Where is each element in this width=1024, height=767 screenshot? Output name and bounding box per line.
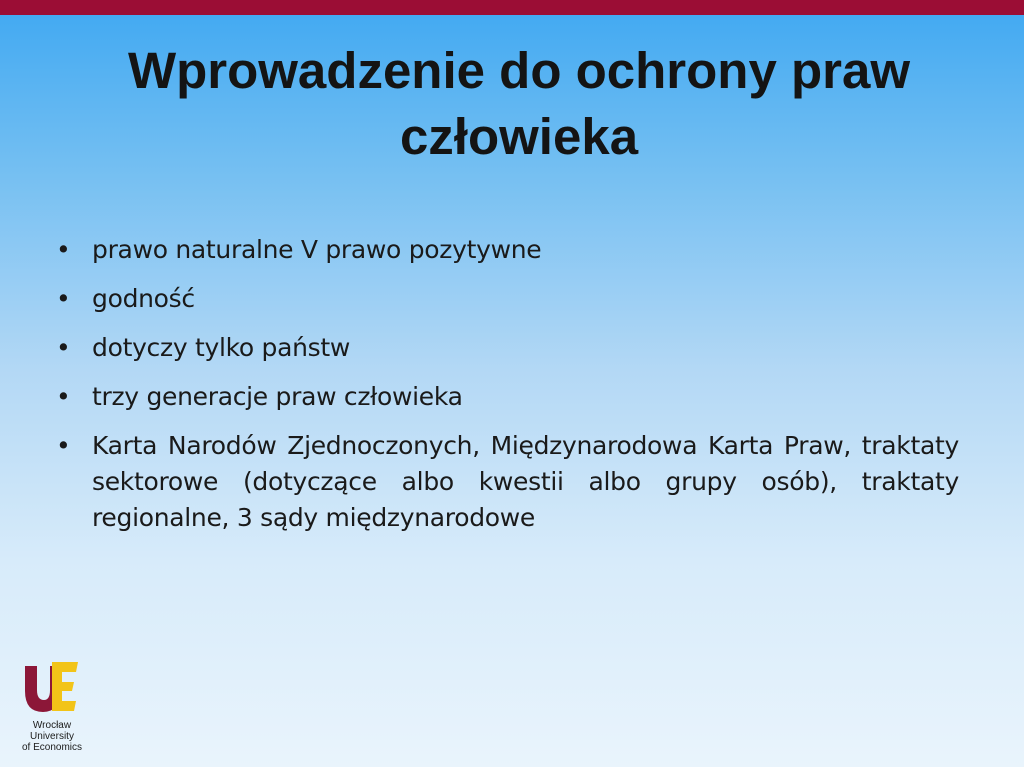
bullet-item	[56, 232, 959, 268]
logo-caption-line-1: Wrocław	[32, 720, 72, 731]
bullet-icon: •	[56, 235, 71, 264]
slide-title	[60, 38, 978, 170]
bullet-text: trzy generacje praw człowieka	[92, 382, 463, 411]
slide-title-line-1: Wprowadzenie do ochrony praw	[127, 42, 911, 99]
bullet-text: Karta Narodów Zjednoczonych, Międzynarodowa Karta Praw, traktaty sektorowe (dotyczące albo kwestii albo grupy osób), traktaty regionalne, 3 sądy międzynarodowe	[92, 431, 959, 532]
bullet-item	[56, 379, 959, 415]
slide-title-line-2: człowieka	[399, 108, 639, 165]
bullet-item	[56, 428, 959, 536]
logo-caption-line-3: of Economics	[21, 742, 83, 753]
bullet-item	[56, 330, 959, 366]
bullet-icon: •	[56, 333, 71, 362]
ue-logo-mark-icon	[22, 660, 84, 716]
bullet-icon: •	[56, 382, 71, 411]
logo-caption	[16, 720, 88, 753]
bullet-icon: •	[56, 284, 71, 313]
bullet-icon: •	[56, 431, 71, 460]
logo-letter-e-icon	[52, 662, 78, 711]
bullet-list	[56, 232, 959, 549]
bullet-text: godność	[92, 284, 195, 313]
bullet-text: prawo naturalne V prawo pozytywne	[92, 235, 542, 264]
logo-caption-line-2: University	[30, 731, 74, 742]
university-logo	[16, 660, 96, 760]
bullet-text: dotyczy tylko państw	[92, 333, 351, 362]
top-accent-bar	[0, 0, 1024, 15]
bullet-item	[56, 281, 959, 317]
